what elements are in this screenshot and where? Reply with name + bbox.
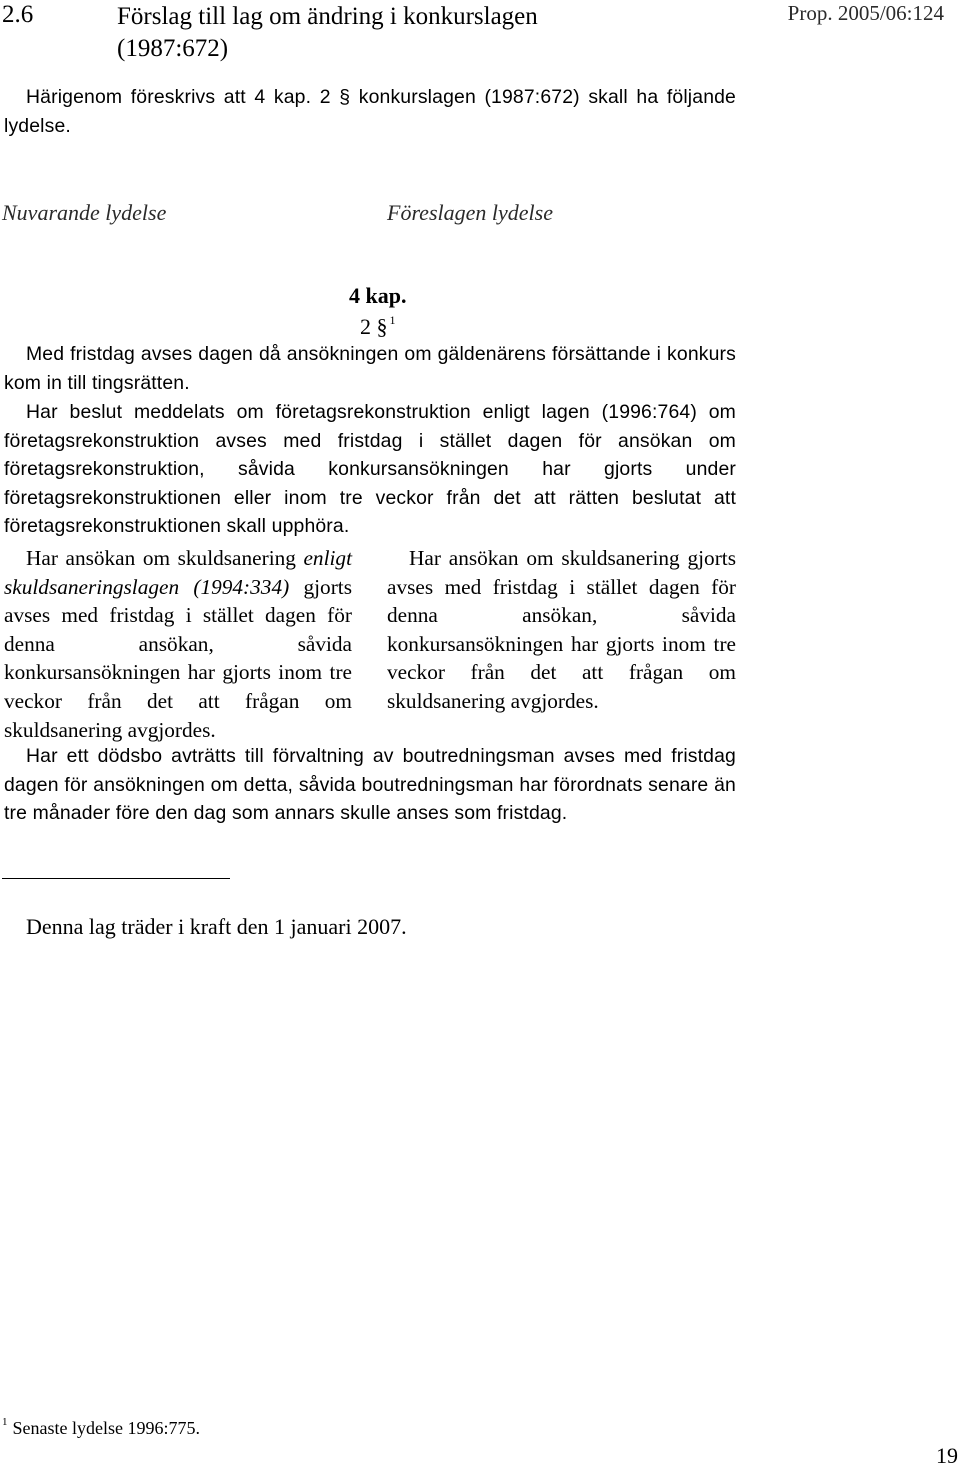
footnote-reference: 1 xyxy=(389,313,396,327)
body-paragraph-4: Har ett dödsbo avträtts till förvaltning av boutredningsman avses med fristdag dagen för ansökningen om detta, såvida boutredningsman har förordnats senare än tre månader före den dag som annars skulle anses som fristdag. xyxy=(4,745,736,825)
separator-rule xyxy=(2,878,230,879)
current-wording-text xyxy=(4,544,352,744)
current-text-after: gjorts avses med fristdag i stället dagen för denna ansökan, såvida konkursansökningen har gjorts inom tre veckor från det att frågan om skuldsanering avgjordes. xyxy=(4,574,352,742)
section-number: 2.6 xyxy=(2,1,34,28)
entry-into-force: Denna lag träder i kraft den 1 januari 2007. xyxy=(26,914,407,939)
chapter-heading: 4 kap. xyxy=(349,283,407,308)
current-text-italic: enligt skuldsaneringslagen (1994:334) xyxy=(4,546,352,599)
current-wording-heading: Nuvarande lydelse xyxy=(2,200,167,225)
current-text-before: Har ansökan om skuldsanering xyxy=(26,546,304,570)
section-title: Förslag till lag om ändring i konkurslagen (1987:672) xyxy=(117,3,538,62)
body-paragraph-1: Med fristdag avses dagen då ansökningen om gäldenärens försättande i konkurs kom in till tingsrätten. xyxy=(4,343,736,394)
intro-paragraph: Härigenom föreskrivs att 4 kap. 2 § konkurslagen (1987:672) skall ha följande lydelse. xyxy=(4,86,736,137)
body-paragraph-2: Har beslut meddelats om företagsrekonstruktion enligt lagen (1996:764) om företagsrekonstruktion avses med fristdag i stället dagen för ansökan om företagsrekonstruktion, såvida konkursansökningen har gjorts under företagsrekonstruktionen eller inom tre veckor från det att rätten beslutat att företagsrekonstruktionen skall upphöra. xyxy=(4,401,736,538)
proposed-wording-heading: Föreslagen lydelse xyxy=(387,200,553,225)
paragraph-label: 2 § xyxy=(360,314,388,339)
page-number: 19 xyxy=(936,1443,958,1468)
proposed-wording-text: Har ansökan om skuldsanering gjorts avses med fristdag i stället dagen för denna ansökan, såvida konkursansökningen har gjorts inom tre veckor från det att frågan om skuldsanering avgjordes. xyxy=(387,546,736,713)
proposition-reference: Prop. 2005/06:124 xyxy=(787,1,944,25)
proposed-wording-column xyxy=(387,544,736,716)
paragraph-heading xyxy=(360,313,396,340)
current-wording-column xyxy=(4,544,352,744)
footnote-text: Senaste lydelse 1996:775. xyxy=(12,1418,200,1438)
footnote xyxy=(2,1416,200,1439)
footnote-number: 1 xyxy=(2,1416,8,1428)
